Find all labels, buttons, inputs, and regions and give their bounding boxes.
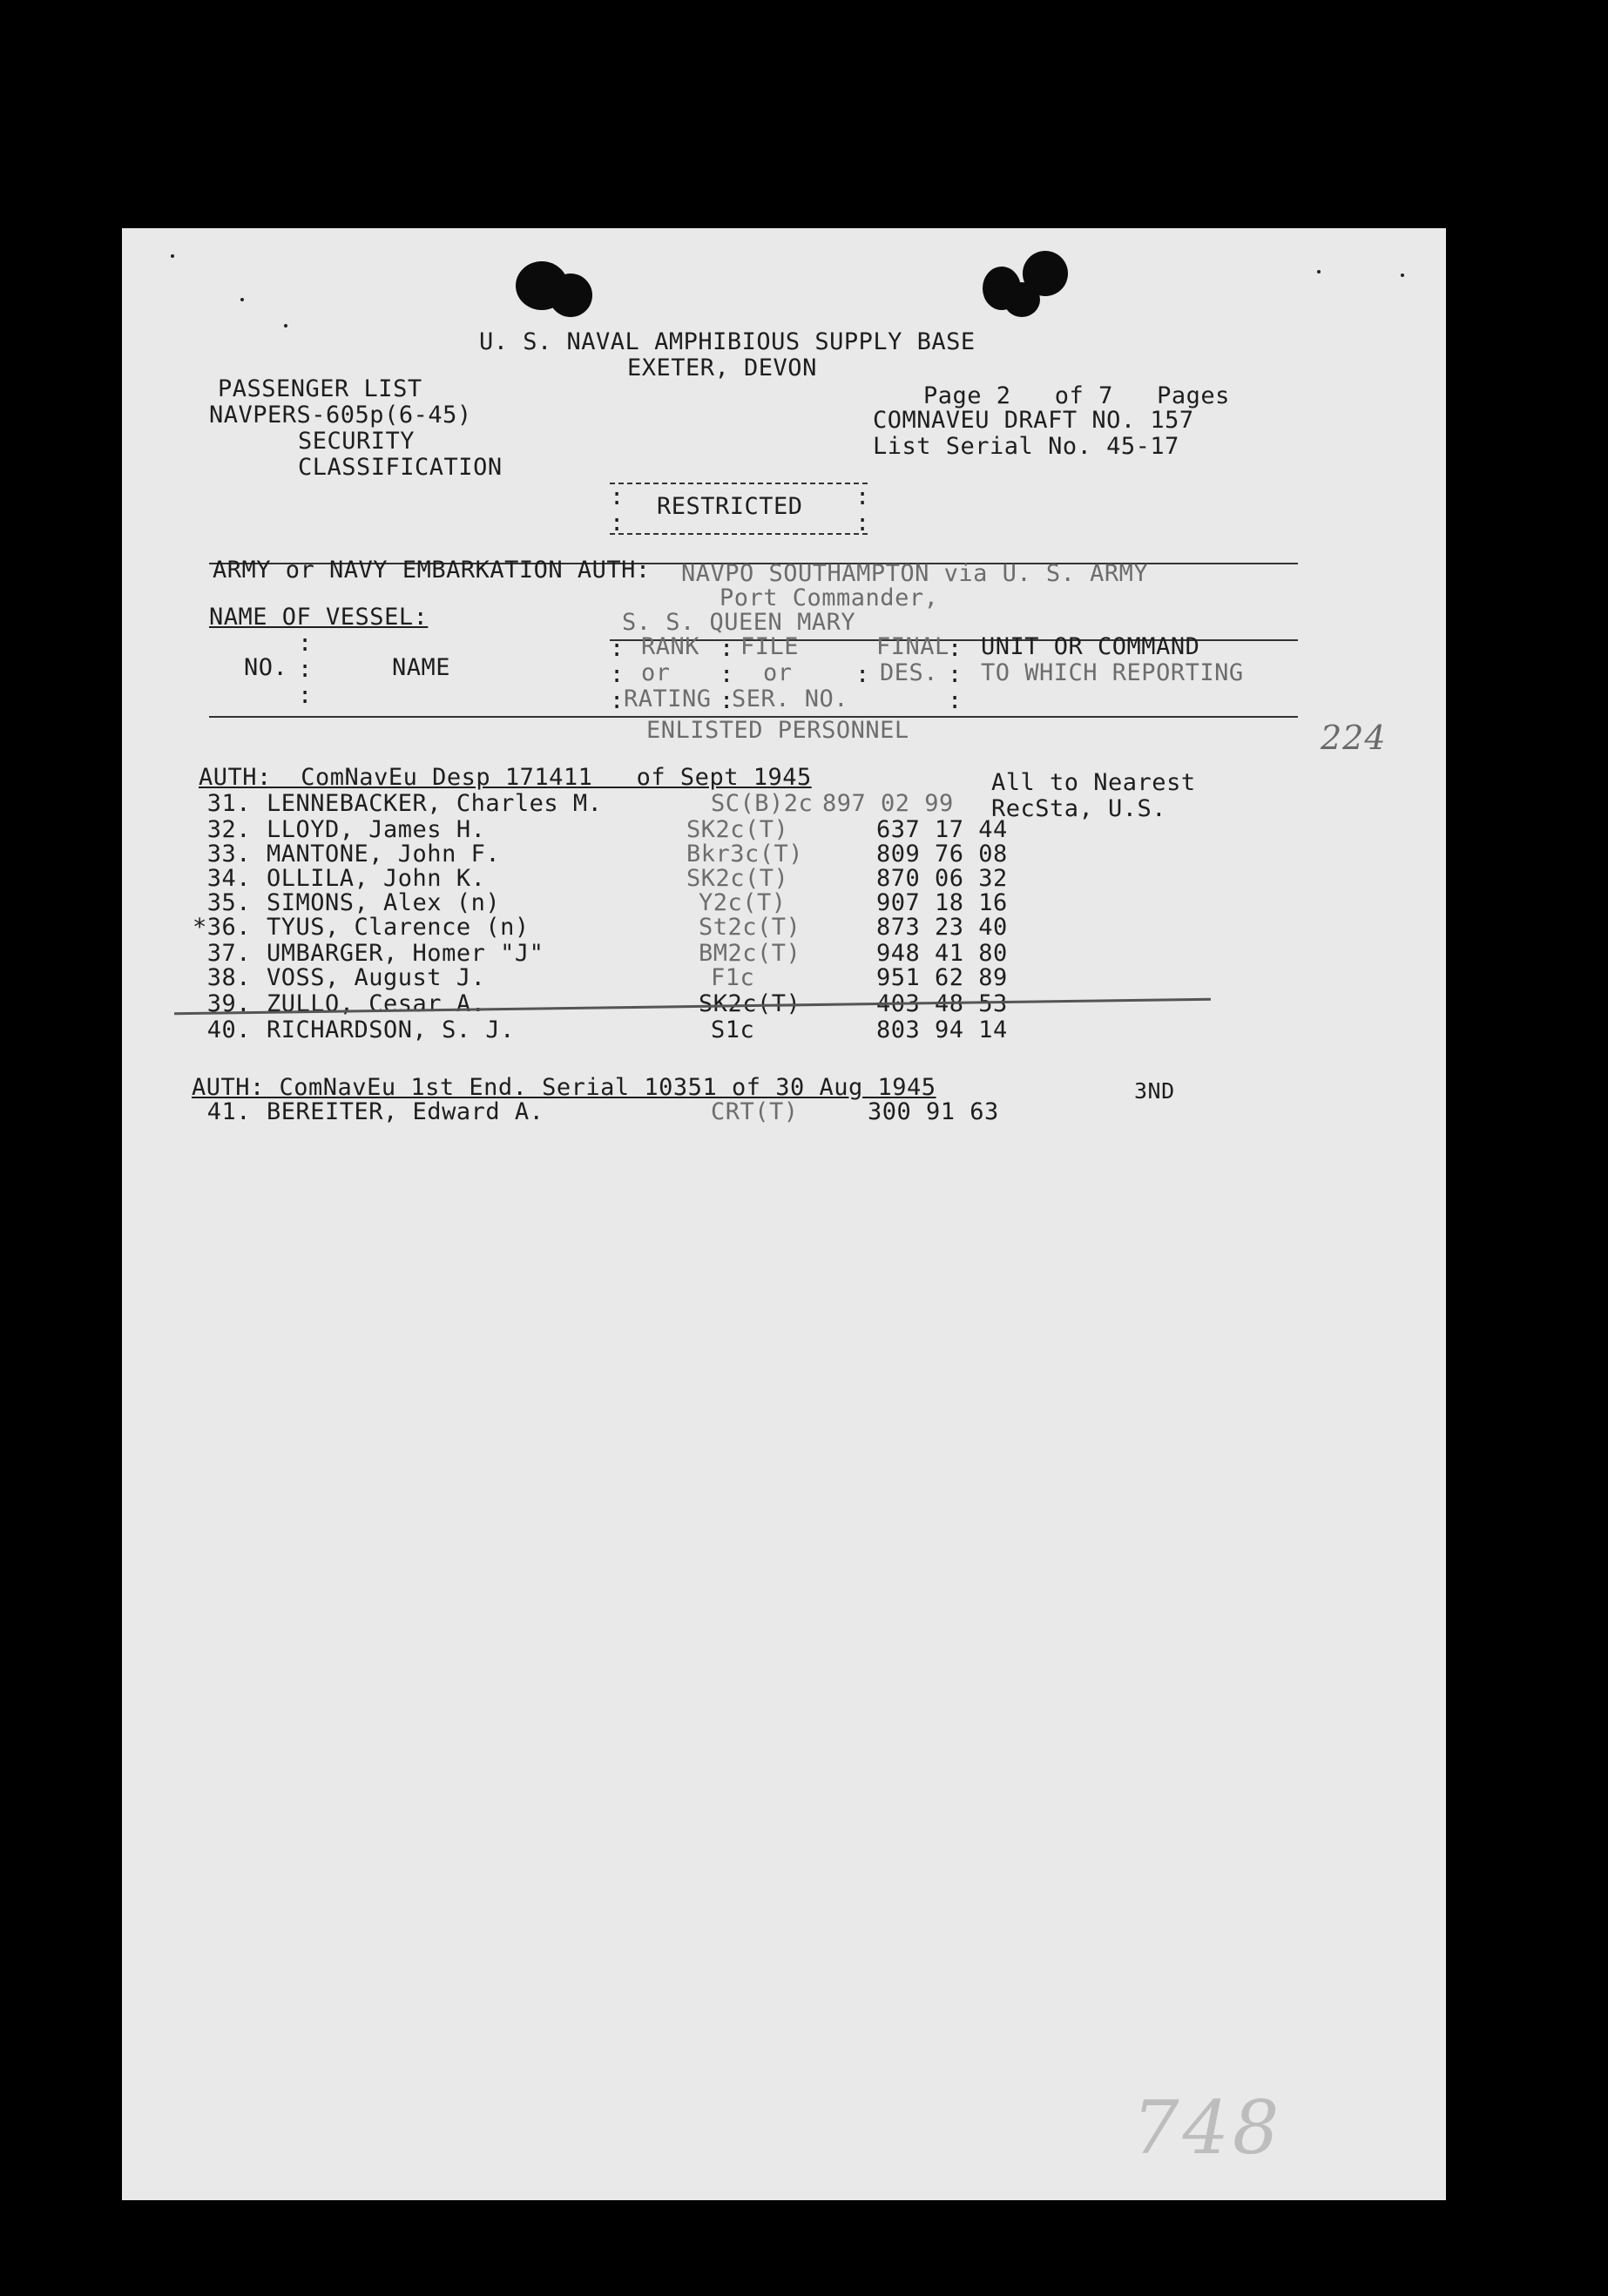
column-header-final: FINAL <box>876 633 949 660</box>
row-number: 38. <box>206 964 251 991</box>
column-header-des: DES. <box>880 659 939 686</box>
row-name: VOSS, August J. <box>267 964 486 991</box>
column-header-rank-or: or <box>641 659 671 686</box>
row-rating: Bkr3c(T) <box>686 841 804 868</box>
title-line-2: EXETER, DEVON <box>627 355 817 382</box>
vessel-name: S. S. QUEEN MARY <box>622 609 856 636</box>
row-service-number: 403 48 53 <box>876 990 1008 1017</box>
row-number: 31. <box>206 790 251 817</box>
column-header-rank: RANK <box>641 633 700 660</box>
speck <box>171 254 174 258</box>
row-name: LLOYD, James H. <box>267 816 486 843</box>
row-rating: SK2c(T) <box>686 865 789 892</box>
security-classification: RESTRICTED <box>657 493 803 520</box>
row-rating: SC(B)2c <box>711 790 814 817</box>
column-separator: : : : <box>720 635 734 714</box>
column-header-reporting: TO WHICH REPORTING <box>981 659 1244 686</box>
section-heading: ENLISTED PERSONNEL <box>646 717 909 744</box>
column-header-name: NAME <box>392 654 451 681</box>
column-separator: : : : <box>610 635 625 714</box>
column-header-unit: UNIT OR COMMAND <box>981 633 1200 660</box>
column-header-rating: RATING <box>624 685 712 712</box>
authority-line: AUTH: ComNavEu Desp 171411 of Sept 1945 <box>199 764 812 791</box>
form-name: PASSENGER LIST <box>218 375 422 402</box>
reporting-note-line-2: RecSta, U.S. <box>991 795 1167 822</box>
row-service-number: 637 17 44 <box>876 816 1008 843</box>
row-name: UMBARGER, Homer "J" <box>267 940 544 967</box>
row-rating: Y2c(T) <box>699 889 787 916</box>
vessel-label: NAME OF VESSEL: <box>209 604 429 631</box>
row-name: MANTONE, John F. <box>267 841 501 868</box>
speck <box>1401 273 1404 277</box>
row-number: 41. <box>206 1098 251 1125</box>
column-separator: : : : <box>298 630 313 709</box>
column-header-no: NO. <box>244 654 288 681</box>
form-number: NAVPERS-605p(6-45) <box>209 402 472 429</box>
embarkation-value-line-2: Port Commander, <box>720 584 939 611</box>
embarkation-label: ARMY or NAVY EMBARKATION AUTH: <box>213 557 651 584</box>
row-number: 35. <box>206 889 251 916</box>
row-service-number: 803 94 14 <box>876 1016 1008 1043</box>
row-name: LENNEBACKER, Charles M. <box>267 790 603 817</box>
column-header-ser-no: SER. NO. <box>732 685 849 712</box>
row-name: BEREITER, Edward A. <box>267 1098 544 1125</box>
row-number: 32. <box>206 816 251 843</box>
row-name: SIMONS, Alex (n) <box>267 889 501 916</box>
security-label: SECURITY <box>298 428 416 455</box>
row-name: OLLILA, John K. <box>267 865 486 892</box>
title-line-1: U. S. NAVAL AMPHIBIOUS SUPPLY BASE <box>479 328 976 355</box>
speck <box>284 324 287 328</box>
restricted-box-left-edge: : : <box>610 483 625 537</box>
row-rating: S1c <box>711 1016 755 1043</box>
row-number: 39. <box>206 990 251 1017</box>
draft-number: COMNAVEU DRAFT NO. 157 <box>873 407 1194 434</box>
row-number: 37. <box>206 940 251 967</box>
row-rating: St2c(T) <box>699 914 801 941</box>
row-name: ZULLO, Cesar A. <box>267 990 486 1017</box>
reporting-note: All to Nearest <box>991 769 1196 796</box>
row-service-number: 948 41 80 <box>876 940 1008 967</box>
row-rating: F1c <box>711 964 755 991</box>
classification-label: CLASSIFICATION <box>298 454 503 481</box>
row-name: TYUS, Clarence (n) <box>267 914 530 941</box>
row-service-number: 809 76 08 <box>876 841 1008 868</box>
column-header-file: FILE <box>740 633 800 660</box>
list-serial: List Serial No. 45-17 <box>873 433 1179 460</box>
row-number: *36. <box>192 914 251 941</box>
row-service-number: 300 91 63 <box>868 1098 999 1125</box>
speck <box>1317 270 1321 273</box>
row-rating: CRT(T) <box>711 1098 799 1125</box>
row-number: 40. <box>206 1016 251 1043</box>
embarkation-value: NAVPO SOUTHAMPTON via U. S. ARMY <box>681 560 1149 587</box>
row-service-number: 870 06 32 <box>876 865 1008 892</box>
row-service-number: 897 02 99 <box>822 790 954 817</box>
row-name: RICHARDSON, S. J. <box>267 1016 515 1043</box>
document-page <box>122 228 1446 2200</box>
column-separator: : : : <box>948 635 963 714</box>
row-rating: SK2c(T) <box>699 990 801 1017</box>
row-service-number: 907 18 16 <box>876 889 1008 916</box>
row-service-number: 873 23 40 <box>876 914 1008 941</box>
row-number: 34. <box>206 865 251 892</box>
column-separator: : <box>855 661 870 688</box>
row-rating: BM2c(T) <box>699 940 801 967</box>
handwritten-number: 748 <box>1132 2085 1283 2171</box>
speck <box>240 298 244 301</box>
district-stamp: 3ND <box>1134 1078 1175 1104</box>
page-indicator: Page 2 of 7 Pages <box>923 382 1230 409</box>
row-number: 33. <box>206 841 251 868</box>
row-service-number: 951 62 89 <box>876 964 1008 991</box>
column-header-file-or: or <box>763 659 793 686</box>
page-stamp-number: 224 <box>1321 719 1387 757</box>
authority-line-2: AUTH: ComNavEu 1st End. Serial 10351 of 30 Aug 1945 <box>192 1074 936 1101</box>
row-rating: SK2c(T) <box>686 816 789 843</box>
restricted-box-right-edge: : : <box>855 483 870 537</box>
